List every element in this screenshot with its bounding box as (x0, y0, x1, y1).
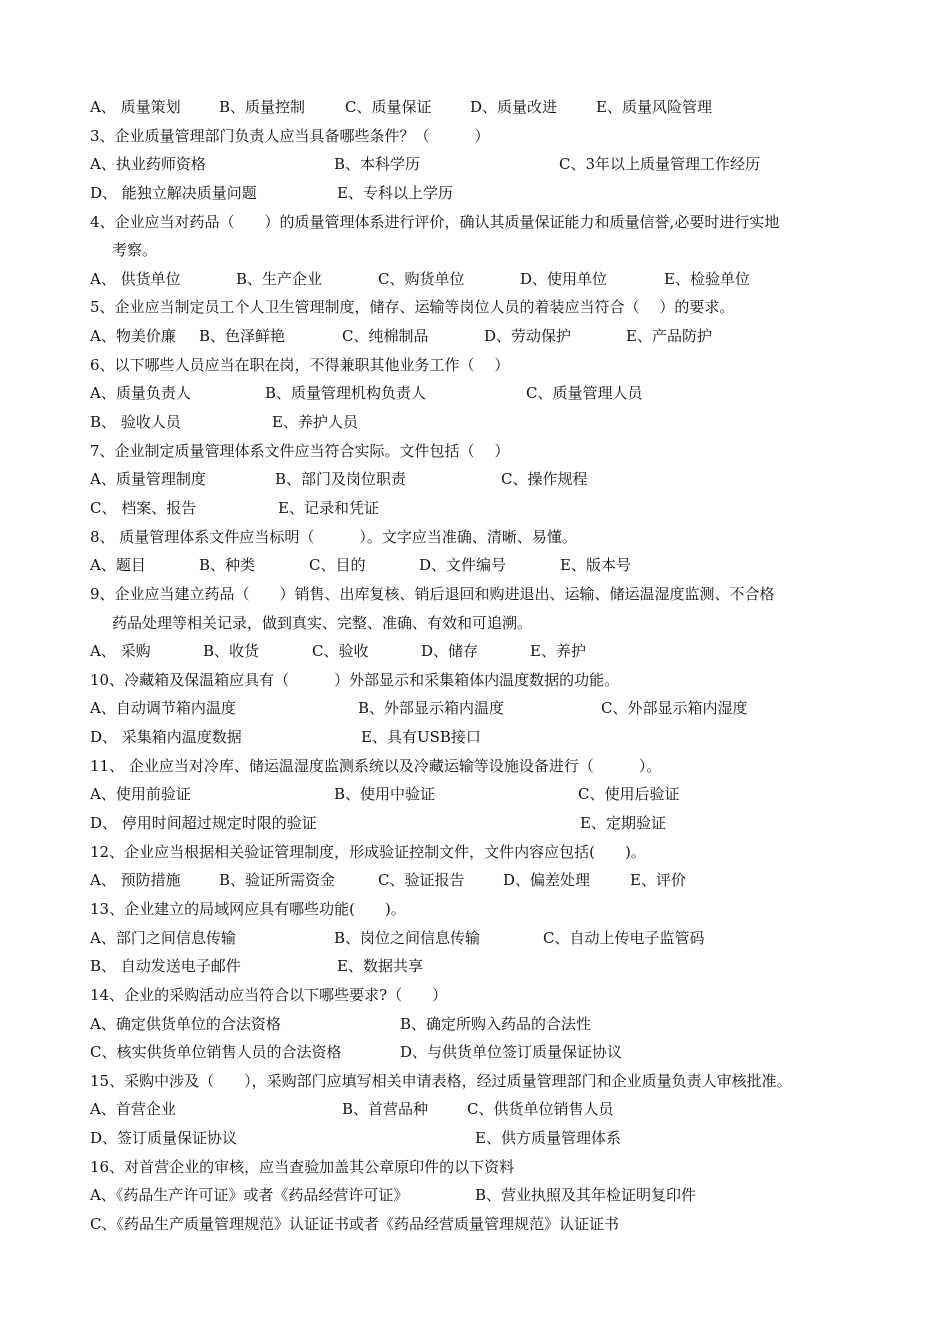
option-row (0, 408, 950, 437)
question-line (0, 523, 950, 552)
option-item: E、数据共享 (337, 957, 423, 976)
option-row (0, 1124, 950, 1153)
option-item: D、劳动保护 (484, 327, 572, 346)
option-item: C、验收 (312, 642, 369, 661)
option-item: E、质量风险管理 (596, 98, 712, 116)
question-text: 5、企业应当制定员工个人卫生管理制度，储存、运输等岗位人员的着装应当符合（ ）的要求。 (90, 298, 735, 317)
option-row (0, 465, 950, 494)
question-line (0, 895, 950, 924)
option-item: B、 验收人员 (90, 413, 181, 432)
option-item: E、检验单位 (664, 269, 750, 288)
question-text: 11、 企业应当对冷库、储运温湿度监测系统以及冷藏运输等设施设备进行（ ）。 (90, 756, 662, 775)
option-item: E、评价 (630, 871, 686, 890)
question-text: 4、企业应当对药品（ ）的质量管理体系进行评价，确认其质量保证能力和质量信誉,必要时进行实地 (90, 212, 780, 231)
option-item: A、题目 (90, 556, 146, 575)
option-item: B、外部显示箱内温度 (358, 699, 505, 718)
option-item: B、生产企业 (236, 269, 323, 288)
question-line (0, 838, 950, 867)
option-item: D、偏差处理 (503, 871, 591, 890)
option-row (0, 1010, 950, 1039)
question-line (0, 293, 950, 322)
question-text: 14、企业的采购活动应当符合以下哪些要求?（ ） (90, 985, 448, 1004)
option-item: C、3年以上质量管理工作经历 (559, 155, 761, 174)
option-item: B、营业执照及其年检证明复印件 (475, 1186, 697, 1205)
option-item: A、首营企业 (90, 1100, 176, 1119)
option-item: C、《药品生产质量管理规范》认证证书或者《药品经营质量管理规范》认证证书 (90, 1214, 619, 1233)
option-item: D、与供货单位签订质量保证协议 (400, 1043, 623, 1062)
option-item: C、供货单位销售人员 (467, 1100, 614, 1119)
question-text: 12、企业应当根据相关验证管理制度，形成验证控制文件，文件内容应包括( )。 (90, 842, 646, 861)
option-row (0, 179, 950, 208)
question-line (0, 580, 950, 609)
option-item: C、纯棉制品 (342, 327, 429, 346)
option-item: D、 停用时间超过规定时限的验证 (90, 814, 317, 833)
option-item: C、质量保证 (345, 98, 432, 116)
option-row (0, 322, 950, 351)
option-item: D、文件编号 (419, 556, 507, 575)
question-text: 6、以下哪些人员应当在职在岗，不得兼职其他业务工作（ ） (90, 355, 510, 374)
option-item: C、购货单位 (378, 269, 465, 288)
option-item: B、部门及岗位职责 (275, 470, 407, 489)
option-item: D、 采集箱内温度数据 (90, 728, 242, 747)
option-row (0, 494, 950, 523)
option-item: E、专科以上学历 (337, 183, 453, 202)
option-item: B、本科学历 (334, 155, 421, 174)
option-item: E、版本号 (560, 556, 631, 575)
option-item: A、 供货单位 (90, 269, 181, 288)
question-line (0, 351, 950, 380)
option-item: C、自动上传电子监管码 (543, 928, 705, 947)
option-item: B、质量控制 (219, 98, 306, 116)
option-item: C、操作规程 (501, 470, 588, 489)
option-item: C、验证报告 (378, 871, 465, 890)
option-item: E、养护 (530, 642, 586, 661)
option-item: A、 质量策划 (90, 98, 181, 116)
option-item: D、使用单位 (520, 269, 608, 288)
question-text: 7、企业制定质量管理体系文件应当符合实际。文件包括（ ） (90, 441, 510, 460)
option-row (0, 924, 950, 953)
option-item: A、《药品生产许可证》或者《药品经营许可证》 (90, 1186, 409, 1205)
option-item: D、储存 (421, 642, 479, 661)
question-text: 15、采购中涉及（ ），采购部门应填写相关申请表格，经过质量管理部门和企业质量负责人审核批准。 (90, 1071, 792, 1090)
option-item: B、收货 (203, 642, 260, 661)
question-text: 9、企业应当建立药品（ ）销售、出库复核、销后退回和购进退出、运输、储运温湿度监测、不合格 (90, 584, 775, 603)
option-row (0, 694, 950, 723)
question-line (0, 208, 950, 237)
option-row (0, 1038, 950, 1067)
question-line (0, 1067, 950, 1096)
option-item: C、核实供货单位销售人员的合法资格 (90, 1043, 342, 1062)
document-page (0, 93, 950, 1239)
option-row (0, 952, 950, 981)
option-row (0, 1095, 950, 1124)
option-item: D、质量改进 (470, 98, 558, 116)
option-row (0, 1210, 950, 1239)
question-continuation (0, 236, 950, 265)
option-item: C、外部显示箱内湿度 (601, 699, 748, 718)
option-item: E、产品防护 (626, 327, 712, 346)
option-item: A、质量负责人 (90, 384, 191, 403)
option-row (0, 637, 950, 666)
question-continuation (0, 609, 950, 638)
option-item: B、确定所购入药品的合法性 (400, 1014, 592, 1033)
option-row (0, 150, 950, 179)
option-row (0, 809, 950, 838)
option-row (0, 379, 950, 408)
question-line (0, 122, 950, 151)
option-item: A、确定供货单位的合法资格 (90, 1014, 281, 1033)
option-item: E、定期验证 (580, 814, 666, 833)
option-item: A、物美价廉 (90, 327, 176, 346)
question-line (0, 666, 950, 695)
question-line (0, 981, 950, 1010)
option-row (0, 866, 950, 895)
option-row (0, 265, 950, 294)
option-item: B、使用中验证 (334, 785, 436, 804)
option-item: A、执业药师资格 (90, 155, 206, 174)
option-item: A、 采购 (90, 642, 151, 661)
question-line (0, 1153, 950, 1182)
option-item: C、目的 (309, 556, 366, 575)
question-text: 16、对首营企业的审核，应当查验加盖其公章原印件的以下资料 (90, 1157, 515, 1176)
option-item: B、质量管理机构负责人 (265, 384, 427, 403)
question-text-continued: 考察。 (112, 241, 158, 260)
question-text: 10、冷藏箱及保温箱应具有（ ）外部显示和采集箱体内温度数据的功能。 (90, 670, 620, 689)
question-text: 13、企业建立的局域网应具有哪些功能( )。 (90, 899, 406, 918)
option-item: A、 预防措施 (90, 871, 181, 890)
option-item: A、部门之间信息传输 (90, 928, 236, 947)
option-row (0, 1181, 950, 1210)
option-row (0, 93, 950, 122)
option-item: E、记录和凭证 (278, 498, 379, 517)
option-row (0, 723, 950, 752)
option-item: A、使用前验证 (90, 785, 191, 804)
option-item: C、质量管理人员 (526, 384, 643, 403)
option-item: D、 能独立解决质量问题 (90, 183, 257, 202)
option-item: B、种类 (199, 556, 256, 575)
option-item: B、首营品种 (342, 1100, 429, 1119)
option-row (0, 551, 950, 580)
question-text: 3、企业质量管理部门负责人应当具备哪些条件？（ ） (90, 126, 490, 145)
option-item: C、 档案、报告 (90, 498, 197, 517)
option-item: B、岗位之间信息传输 (334, 928, 481, 947)
option-item: D、签订质量保证协议 (90, 1129, 238, 1148)
option-item: E、具有USB接口 (361, 728, 481, 747)
option-item: E、养护人员 (272, 413, 358, 432)
option-item: E、供方质量管理体系 (475, 1129, 621, 1148)
question-line (0, 752, 950, 781)
option-row (0, 780, 950, 809)
question-text: 8、 质量管理体系文件应当标明（ ）。文字应当准确、清晰、易懂。 (90, 527, 577, 546)
question-line (0, 437, 950, 466)
option-item: B、色泽鲜艳 (199, 327, 286, 346)
option-item: B、验证所需资金 (219, 871, 336, 890)
option-item: A、自动调节箱内温度 (90, 699, 236, 718)
option-item: C、使用后验证 (578, 785, 680, 804)
option-item: A、质量管理制度 (90, 470, 206, 489)
question-text-continued: 药品处理等相关记录，做到真实、完整、准确、有效和可追溯。 (112, 613, 533, 632)
option-item: B、 自动发送电子邮件 (90, 957, 241, 976)
